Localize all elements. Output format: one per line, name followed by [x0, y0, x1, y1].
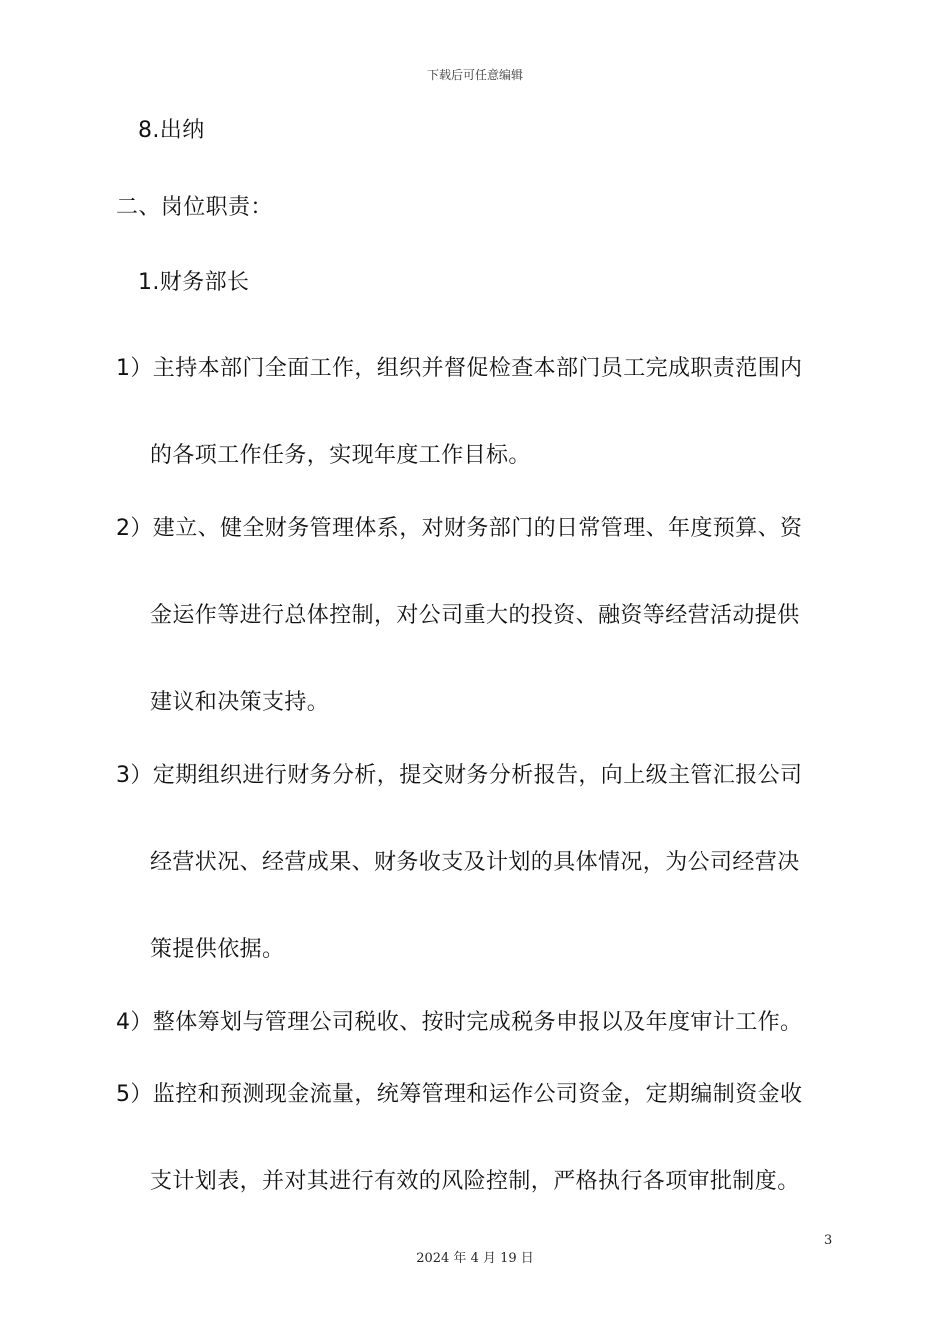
duty-item-5-line-1: 5）监控和预测现金流量，统筹管理和运作公司资金，定期编制资金收: [116, 1082, 803, 1107]
section-title: 二、岗位职责：: [116, 195, 273, 220]
duty-item-1-line-2: 的各项工作任务，实现年度工作目标。: [150, 443, 531, 468]
page-number: 3: [824, 1233, 833, 1248]
duty-item-1-line-1: 1）主持本部门全面工作，组织并督促检查本部门员工完成职责范围内: [116, 356, 803, 381]
footer-date: 2024 年 4 月 19 日: [416, 1251, 534, 1266]
duty-item-3-line-3: 策提供依据。: [150, 937, 285, 962]
duty-item-2-line-3: 建议和决策支持。: [150, 690, 330, 715]
page-header: 下载后可任意编辑: [426, 68, 523, 82]
duty-item-4-line-1: 4）整体筹划与管理公司税收、按时完成税务申报以及年度审计工作。: [116, 1010, 803, 1035]
subsection-title: 1.财务部长: [138, 270, 250, 295]
duty-item-5-line-2: 支计划表，并对其进行有效的风险控制，严格执行各项审批制度。: [150, 1169, 800, 1194]
duty-item-2-line-2: 金运作等进行总体控制，对公司重大的投资、融资等经营活动提供: [150, 603, 800, 628]
duty-item-2-line-1: 2）建立、健全财务管理体系，对财务部门的日常管理、年度预算、资: [116, 516, 803, 541]
duty-item-3-line-2: 经营状况、经营成果、财务收支及计划的具体情况，为公司经营决: [150, 850, 800, 875]
role-item-8: 8.出纳: [138, 118, 205, 143]
duty-item-3-line-1: 3）定期组织进行财务分析，提交财务分析报告，向上级主管汇报公司: [116, 763, 803, 788]
